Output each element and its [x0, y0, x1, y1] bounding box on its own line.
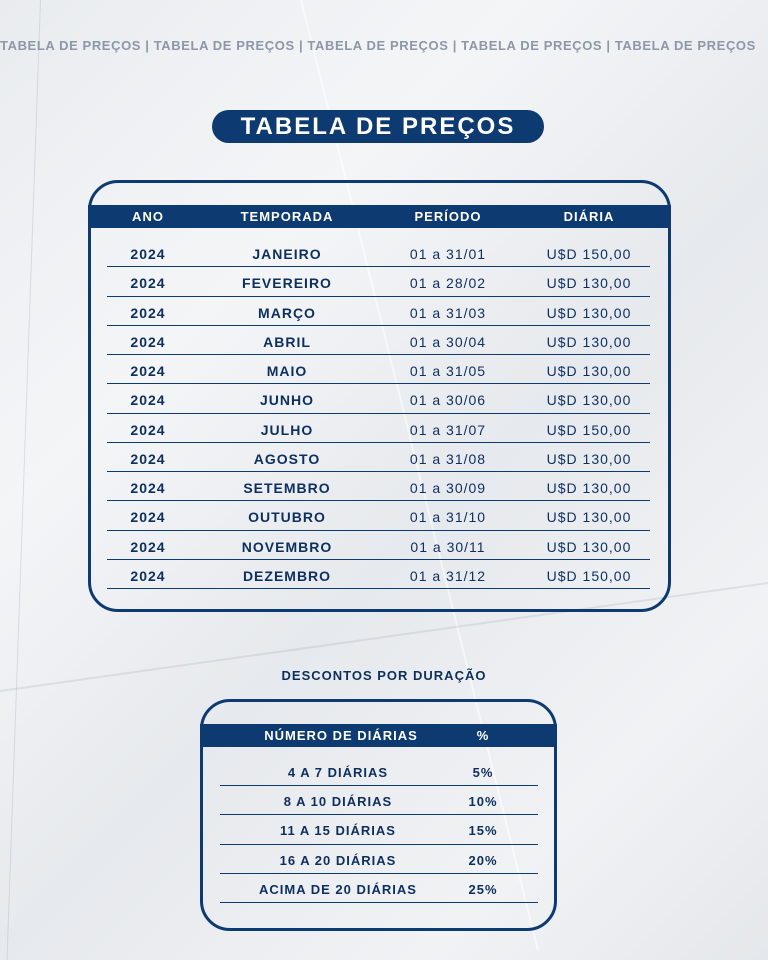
cell-temporada: ABRIL — [263, 333, 311, 350]
discount-table-header — [200, 724, 557, 747]
cell-ano: 2024 — [130, 363, 166, 379]
header-periodo: PERÍODO — [414, 209, 482, 224]
cell-periodo: 01 a 31/12 — [409, 567, 487, 584]
header-temporada: TEMPORADA — [240, 209, 334, 224]
cell-periodo: 01 a 31/05 — [409, 363, 487, 379]
cell-periodo: 01 a 31/08 — [409, 450, 487, 467]
marquee-banner: TABELA DE PREÇOS | TABELA DE PREÇOS | TABELA DE PREÇOS | TABELA DE PREÇOS | TABELA DE PREÇOS — [0, 38, 756, 53]
cell-percent: 10% — [468, 794, 498, 810]
discounts-title: DESCONTOS POR DURAÇÃO — [281, 668, 487, 683]
cell-periodo: 01 a 31/10 — [409, 509, 487, 526]
page-title: TABELA DE PREÇOS — [212, 110, 544, 143]
cell-diarias: 4 A 7 DIÁRIAS — [287, 765, 389, 780]
cell-temporada: JANEIRO — [252, 246, 322, 262]
cell-percent: 5% — [472, 765, 494, 780]
cell-ano: 2024 — [130, 246, 166, 262]
cell-percent: 20% — [468, 852, 498, 868]
table-row — [107, 355, 650, 384]
cell-ano: 2024 — [130, 333, 166, 350]
header-ano: ANO — [132, 209, 164, 224]
cell-periodo: 01 a 28/02 — [409, 275, 487, 292]
cell-temporada: OUTUBRO — [248, 509, 326, 526]
cell-temporada: SETEMBRO — [243, 480, 331, 496]
cell-periodo: 01 a 30/11 — [410, 538, 486, 555]
price-table-body — [107, 238, 650, 589]
cell-ano: 2024 — [130, 567, 166, 584]
cell-diaria: U$D 130,00 — [546, 509, 632, 526]
cell-ano: 2024 — [130, 509, 166, 526]
cell-ano: 2024 — [130, 392, 166, 409]
cell-diaria: U$D 130,00 — [546, 392, 632, 409]
cell-percent: 15% — [468, 823, 498, 839]
discount-row — [220, 845, 538, 874]
cell-periodo: 01 a 30/09 — [409, 480, 487, 496]
cell-periodo: 01 a 31/01 — [409, 246, 487, 262]
price-table-header — [88, 205, 671, 228]
cell-ano: 2024 — [130, 304, 166, 321]
cell-diarias: 8 A 10 DIÁRIAS — [283, 794, 393, 810]
cell-diaria: U$D 150,00 — [546, 246, 632, 262]
cell-percent: 25% — [468, 881, 498, 897]
cell-diaria: U$D 130,00 — [546, 333, 632, 350]
header-numero-diarias: NÚMERO DE DIÁRIAS — [264, 728, 418, 743]
discount-row — [220, 757, 538, 786]
cell-ano: 2024 — [130, 421, 166, 438]
cell-diaria: U$D 130,00 — [546, 363, 632, 379]
table-row — [107, 384, 650, 413]
cell-periodo: 01 a 31/07 — [409, 421, 487, 438]
table-row — [107, 560, 650, 589]
cell-diarias: 11 A 15 DIÁRIAS — [280, 823, 396, 839]
cell-periodo: 01 a 30/06 — [409, 392, 487, 409]
cell-diarias: ACIMA DE 20 DIÁRIAS — [259, 881, 417, 897]
cell-diaria: U$D 150,00 — [546, 421, 632, 438]
cell-temporada: JUNHO — [259, 392, 315, 409]
cell-temporada: MAIO — [266, 363, 308, 379]
cell-diaria: U$D 150,00 — [546, 567, 632, 584]
cell-diaria: U$D 130,00 — [546, 304, 632, 321]
discount-row — [220, 786, 538, 815]
cell-diarias: 16 A 20 DIÁRIAS — [279, 852, 397, 868]
table-row — [107, 238, 650, 267]
discount-row — [220, 874, 538, 903]
table-row — [107, 531, 650, 560]
cell-ano: 2024 — [130, 538, 166, 555]
cell-ano: 2024 — [130, 480, 166, 496]
cell-temporada: JULHO — [260, 421, 314, 438]
paper-crease — [6, 0, 41, 960]
cell-temporada: AGOSTO — [253, 450, 321, 467]
table-row — [107, 326, 650, 355]
table-row — [107, 501, 650, 530]
cell-diaria: U$D 130,00 — [546, 480, 632, 496]
cell-ano: 2024 — [130, 450, 166, 467]
discount-table-body — [220, 757, 538, 903]
cell-diaria: U$D 130,00 — [546, 275, 632, 292]
header-diaria: DIÁRIA — [563, 209, 615, 224]
cell-periodo: 01 a 30/04 — [409, 333, 487, 350]
header-percent: % — [476, 728, 490, 743]
discount-row — [220, 815, 538, 844]
cell-temporada: MARÇO — [258, 304, 316, 321]
table-row — [107, 297, 650, 326]
cell-periodo: 01 a 31/03 — [409, 304, 487, 321]
table-row — [107, 472, 650, 501]
table-row — [107, 414, 650, 443]
table-row — [107, 267, 650, 296]
cell-temporada: NOVEMBRO — [241, 538, 333, 555]
cell-temporada: DEZEMBRO — [242, 567, 332, 584]
cell-ano: 2024 — [130, 275, 166, 292]
cell-temporada: FEVEREIRO — [242, 275, 332, 292]
cell-diaria: U$D 130,00 — [546, 450, 632, 467]
cell-diaria: U$D 130,00 — [546, 538, 632, 555]
table-row — [107, 443, 650, 472]
